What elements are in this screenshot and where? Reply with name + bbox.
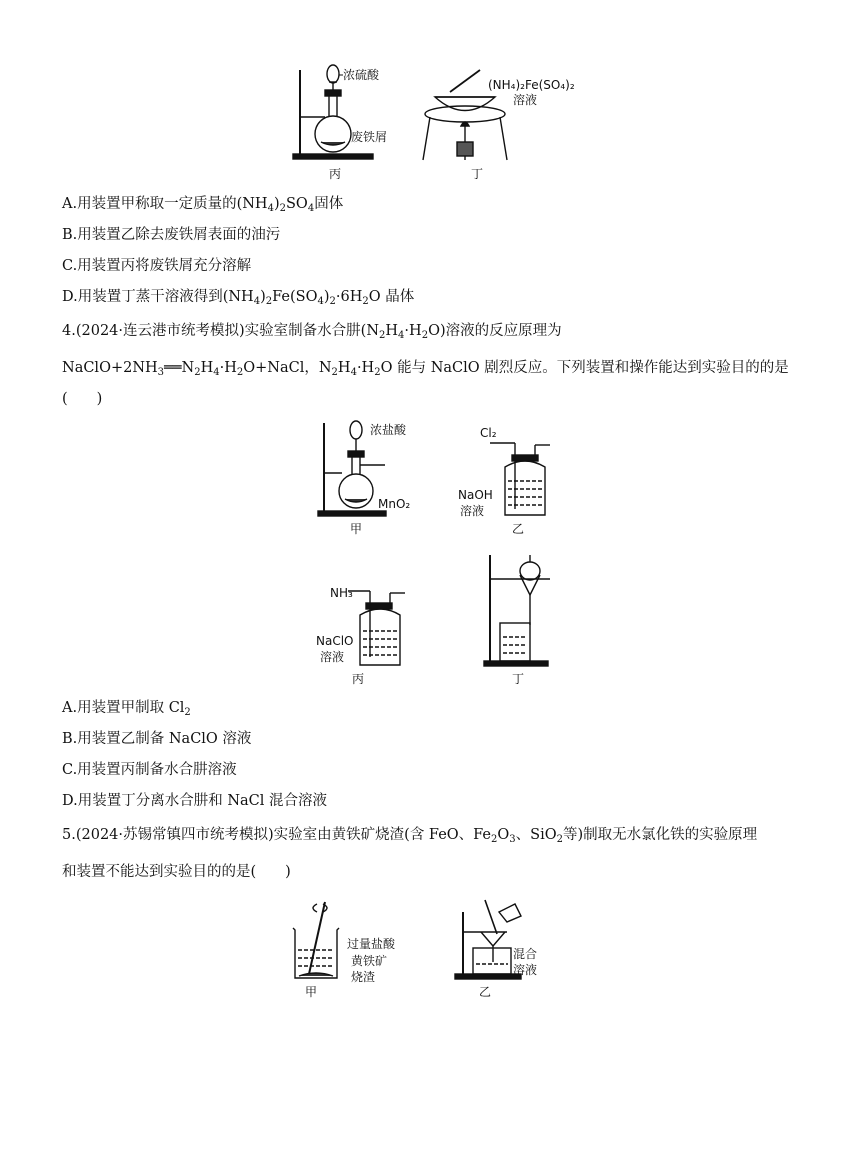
label-waste-iron: 废铁屑 <box>351 130 388 144</box>
label-naoh: NaOH <box>458 488 493 502</box>
label-pyrite: 黄铁矿 <box>351 954 388 968</box>
q4-answer-blank: ( ) <box>62 391 103 407</box>
apparatus-yi-filtration <box>455 900 521 979</box>
caption-ding: 丁 <box>471 167 484 181</box>
caption-bing: 丙 <box>329 167 342 181</box>
caption-ding-q4: 丁 <box>512 672 525 686</box>
label-naoh-solution: 溶液 <box>460 504 485 518</box>
apparatus-ding-separatory-funnel <box>484 555 550 666</box>
figure-q3-apparatus <box>285 62 605 184</box>
label-conc-sulfuric-acid: 浓硫酸 <box>343 68 380 82</box>
label-conc-hcl: 浓盐酸 <box>370 423 407 437</box>
q4-option-c: C.用装置丙制备水合肼溶液 <box>62 762 237 778</box>
caption-jia-q5: 甲 <box>305 985 318 999</box>
label-nh3: NH₃ <box>330 586 353 600</box>
label-solution: 溶液 <box>513 93 538 107</box>
label-naclo-solution: 溶液 <box>320 650 345 664</box>
apparatus-yi-gas-washing-bottle <box>490 443 550 515</box>
q3-option-a: A.用装置甲称取一定质量的$(NH_4)_2SO_4$固体 <box>62 196 344 214</box>
q4-option-b: B.用装置乙制备 NaClO 溶液 <box>62 731 252 747</box>
q5-stem-line-1: 5.(2024·苏锡常镇四市统考模拟)实验室由黄铁矿烧渣(含 FeO、$Fe_2O_3$、SiO$_2$等)制取无水氯化铁的实验原理 <box>62 827 758 845</box>
q4-stem-line-2: $NaClO+2NH_3══N_2H_4\cdot H_2O+NaCl$，$N_2H_4\cdot H_2O$ 能与 NaClO 剧烈反应。下列装置和操作能达到实验目的的是 <box>62 360 789 378</box>
label-cinder: 烧渣 <box>351 970 376 984</box>
q4-stem-line-1: 4.(2024·连云港市统考模拟)实验室制备水合肼$(N_2H_4\cdot H_2O)$溶液的反应原理为 <box>62 323 562 341</box>
q3-option-d: D.用装置丁蒸干溶液得到$(NH_4)_2Fe(SO_4)_2\cdot 6H_2O$ 晶体 <box>62 289 415 307</box>
label-solution-formula: (NH₄)₂Fe(SO₄)₂ <box>488 78 575 92</box>
caption-jia: 甲 <box>350 522 363 536</box>
q4-option-a: A.用装置甲制取 $Cl_2$ <box>62 700 191 718</box>
caption-yi-q5: 乙 <box>479 985 492 999</box>
apparatus-jia-beaker-stirring <box>293 902 339 978</box>
figure-q5-apparatus <box>285 892 555 1002</box>
label-mno2: MnO₂ <box>378 497 411 511</box>
q4-option-d: D.用装置丁分离水合肼和 NaCl 混合溶液 <box>62 793 327 809</box>
q5-stem-line-2: 和装置不能达到实验目的的是( ) <box>62 864 291 880</box>
label-mixed-solution: 溶液 <box>513 963 538 977</box>
apparatus-bing-reaction-bottle <box>348 591 405 665</box>
label-cl2: Cl₂ <box>480 426 497 440</box>
q3-option-c: C.用装置丙将废铁屑充分溶解 <box>62 258 252 274</box>
q3-option-b: B.用装置乙除去废铁屑表面的油污 <box>62 227 281 243</box>
label-naclo: NaClO <box>316 634 354 648</box>
label-mixed: 混合 <box>513 947 538 961</box>
figure-q4-apparatus <box>300 415 600 690</box>
label-excess-hcl: 过量盐酸 <box>347 937 396 951</box>
caption-yi: 乙 <box>512 522 525 536</box>
caption-bing-q4: 丙 <box>352 672 365 686</box>
